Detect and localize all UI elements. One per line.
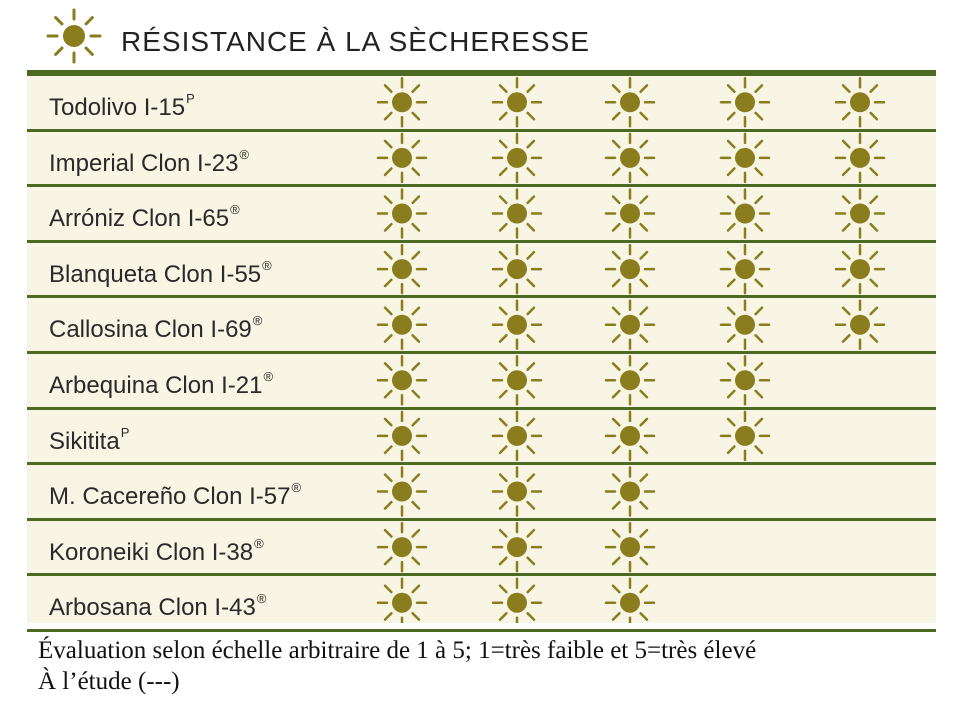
variety-name: Todolivo I-15 xyxy=(49,94,186,121)
sun-rating-icon xyxy=(493,412,541,460)
variety-name: Arbequina Clon I-21 xyxy=(49,372,263,399)
variety-mark: P xyxy=(120,424,130,440)
sun-rating-icon xyxy=(493,301,541,349)
sun-rating-icon xyxy=(493,468,541,516)
sun-rating-icon xyxy=(493,245,541,293)
sun-rating-icon xyxy=(836,134,884,182)
sun-rating-icon xyxy=(493,356,541,404)
sun-rating-icon xyxy=(836,245,884,293)
sun-rating-icon xyxy=(606,579,654,623)
footnote-study: À l’étude (---) xyxy=(38,668,180,695)
sun-rating-icon xyxy=(493,579,541,623)
sun-rating-icon xyxy=(721,412,769,460)
sun-rating-icon xyxy=(721,190,769,238)
sun-rating-icon xyxy=(378,523,426,571)
chart-header xyxy=(38,0,938,72)
variety-name: Arróniz Clon I-65 xyxy=(49,205,230,233)
sun-rating-icon xyxy=(606,356,654,404)
sun-rating-icon xyxy=(493,523,541,571)
sun-rating-icon xyxy=(606,245,654,293)
sun-rating-icon xyxy=(606,412,654,460)
variety-name: Blanqueta Clon I-55 xyxy=(49,260,262,288)
sun-rating-icon xyxy=(721,134,769,182)
variety-mark: ® xyxy=(239,146,250,162)
sun-rating-icon xyxy=(493,134,541,182)
sun-rating-icon xyxy=(493,78,541,126)
variety-name: Arbosana Clon I-43 xyxy=(49,594,256,622)
sun-rating-icon xyxy=(378,301,426,349)
variety-mark: P xyxy=(186,91,195,106)
sun-rating-icon xyxy=(378,412,426,460)
variety-mark: ® xyxy=(263,369,274,384)
sun-rating-icon xyxy=(378,245,426,293)
sun-rating-icon xyxy=(836,301,884,349)
sun-rating-icon xyxy=(721,245,769,293)
variety-name: Sikitita xyxy=(49,427,120,455)
rating-table xyxy=(27,70,936,623)
footnotes xyxy=(38,635,756,697)
sun-rating-marks xyxy=(27,70,936,623)
sun-rating-icon xyxy=(721,78,769,126)
variety-name: Callosina Clon I-69 xyxy=(49,316,252,344)
variety-name: M. Cacereño Clon I-57 xyxy=(49,483,291,511)
header-sun-glyph xyxy=(48,10,100,62)
variety-mark: ® xyxy=(254,535,264,551)
sun-rating-icon xyxy=(378,134,426,182)
sun-rating-icon xyxy=(378,190,426,238)
sun-rating-icon xyxy=(606,523,654,571)
sun-rating-icon xyxy=(606,468,654,516)
variety-name: Imperial Clon I-23 xyxy=(49,149,239,177)
sun-rating-icon xyxy=(378,579,426,623)
sun-rating-icon xyxy=(721,356,769,404)
sun-rating-icon xyxy=(493,190,541,238)
sun-rating-icon xyxy=(378,356,426,404)
variety-mark: ® xyxy=(256,591,267,607)
sun-rating-icon xyxy=(378,78,426,126)
sun-rating-icon xyxy=(606,301,654,349)
sun-rating-icon xyxy=(606,190,654,238)
variety-name: Koroneiki Clon I-38 xyxy=(49,538,254,566)
table-top-rule xyxy=(27,70,936,76)
chart-title: RÉSISTANCE À LA SÈCHERESSE xyxy=(121,26,590,57)
sun-icon xyxy=(38,0,118,72)
sun-rating-icon xyxy=(378,468,426,516)
variety-mark: ® xyxy=(252,313,263,329)
variety-mark: ® xyxy=(262,257,272,273)
sun-rating-icon xyxy=(721,301,769,349)
footnote-scale: Évaluation selon échelle arbitraire de 1 à 5; 1=très faible et 5=très élevé xyxy=(38,637,757,664)
variety-mark: ® xyxy=(291,480,302,496)
sun-rating-icon xyxy=(606,134,654,182)
sun-rating-icon xyxy=(836,78,884,126)
sun-rating-icon xyxy=(606,78,654,126)
sun-rating-icon xyxy=(836,190,884,238)
variety-mark: ® xyxy=(230,202,240,218)
